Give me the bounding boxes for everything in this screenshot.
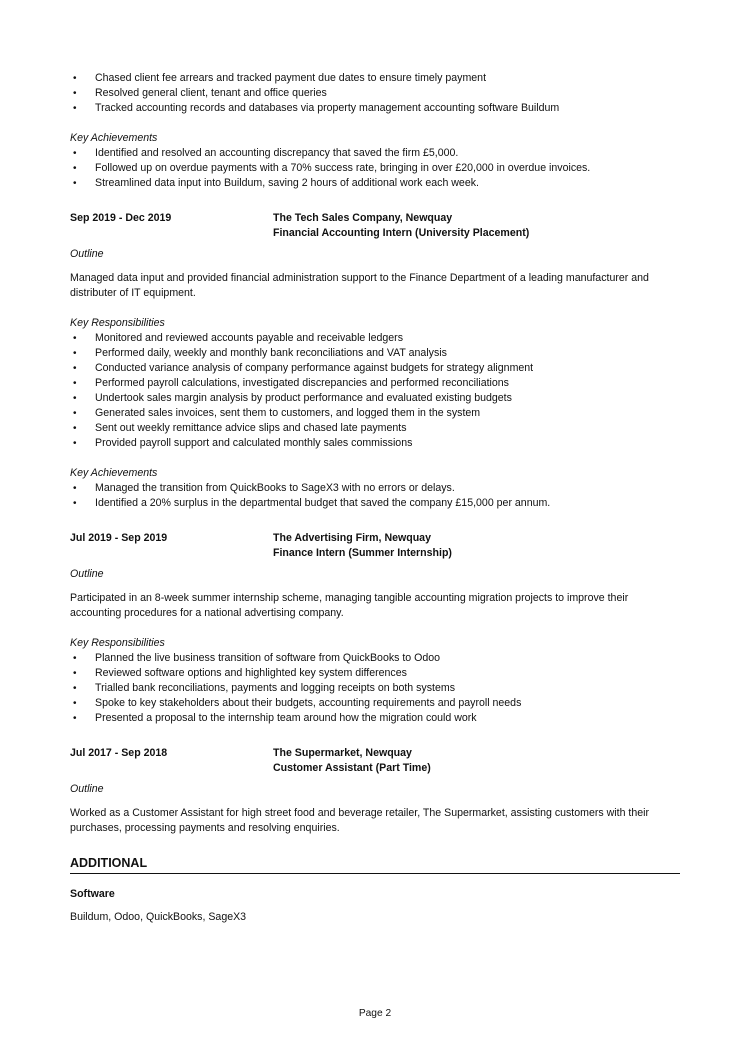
achievements-label: Key Achievements <box>70 132 158 144</box>
job-header <box>70 211 680 241</box>
software-label: Software <box>70 888 115 900</box>
job-dates: Jul 2019 - Sep 2019 <box>70 532 168 544</box>
job-responsibilities <box>70 331 680 451</box>
section-title-additional: ADDITIONAL <box>70 855 680 874</box>
outline-label: Outline <box>70 568 104 580</box>
job-company: The Tech Sales Company, Newquay <box>273 212 453 224</box>
page-number: Page 2 <box>358 1008 392 1019</box>
job-role: Customer Assistant (Part Time) <box>273 762 431 774</box>
list-item: • Chased client fee arrears and tracked payment due dates to ensure timely payment <box>70 71 680 86</box>
job-header <box>70 531 680 561</box>
job-titles <box>273 531 452 561</box>
job-header <box>70 746 680 776</box>
job-role: Financial Accounting Intern (University Placement) <box>273 227 530 239</box>
list-item: • Performed daily, weekly and monthly bank reconciliations and VAT analysis <box>70 346 680 361</box>
list-item: • Conducted variance analysis of company performance against budgets for strategy alignment <box>70 361 680 376</box>
job-titles <box>273 211 529 241</box>
cv-content <box>70 71 680 925</box>
job-titles <box>273 746 431 776</box>
job-outline: Participated in an 8-week summer internship scheme, managing tangible accounting migration projects to improve their accounting procedures for a national advertising company. <box>70 592 629 619</box>
list-item: • Undertook sales margin analysis by product performance and evaluated existing budgets <box>70 391 680 406</box>
list-item: • Managed the transition from QuickBooks to SageX3 with no errors or delays. <box>70 481 680 496</box>
list-item: • Spoke to key stakeholders about their budgets, accounting requirements and payroll needs <box>70 696 680 711</box>
list-item: • Tracked accounting records and databases via property management accounting software Buildum <box>70 101 680 116</box>
list-item: • Followed up on overdue payments with a 70% success rate, bringing in over £20,000 in overdue invoices. <box>70 161 680 176</box>
job-dates: Jul 2017 - Sep 2018 <box>70 747 168 759</box>
prev-job-achievements <box>70 146 680 191</box>
list-item: • Identified and resolved an accounting discrepancy that saved the firm £5,000. <box>70 146 680 161</box>
list-item: • Streamlined data input into Buildum, saving 2 hours of additional work each week. <box>70 176 680 191</box>
list-item: • Presented a proposal to the internship team around how the migration could work <box>70 711 680 726</box>
list-item: • Trialled bank reconciliations, payments and logging receipts on both systems <box>70 681 680 696</box>
job-achievements <box>70 481 680 511</box>
job-outline: Worked as a Customer Assistant for high street food and beverage retailer, The Supermarket, assisting customers with their purchases, processing payments and resolving enquiries. <box>70 807 650 834</box>
job-responsibilities <box>70 651 680 726</box>
list-item: • Performed payroll calculations, investigated discrepancies and performed reconciliations <box>70 376 680 391</box>
job-company: The Supermarket, Newquay <box>273 747 412 759</box>
list-item: • Reviewed software options and highlighted key system differences <box>70 666 680 681</box>
responsibilities-label: Key Responsibilities <box>70 637 165 649</box>
list-item: • Monitored and reviewed accounts payable and receivable ledgers <box>70 331 680 346</box>
achievements-label: Key Achievements <box>70 467 158 479</box>
outline-label: Outline <box>70 783 104 795</box>
job-company: The Advertising Firm, Newquay <box>273 532 431 544</box>
list-item: • Generated sales invoices, sent them to customers, and logged them in the system <box>70 406 680 421</box>
job-outline: Managed data input and provided financial administration support to the Finance Department of a leading manufacturer and distributer of IT equipment. <box>70 272 649 299</box>
prev-job-responsibilities <box>70 71 680 116</box>
outline-label: Outline <box>70 248 104 260</box>
list-item: • Sent out weekly remittance advice slips and chased late payments <box>70 421 680 436</box>
job-role: Finance Intern (Summer Internship) <box>273 547 452 559</box>
job-dates: Sep 2019 - Dec 2019 <box>70 212 172 224</box>
list-item: • Identified a 20% surplus in the departmental budget that saved the company £15,000 per annum. <box>70 496 680 511</box>
responsibilities-label: Key Responsibilities <box>70 317 165 329</box>
software-list: Buildum, Odoo, QuickBooks, SageX3 <box>70 911 247 923</box>
list-item: • Provided payroll support and calculated monthly sales commissions <box>70 436 680 451</box>
list-item: • Resolved general client, tenant and office queries <box>70 86 680 101</box>
list-item: • Planned the live business transition of software from QuickBooks to Odoo <box>70 651 680 666</box>
